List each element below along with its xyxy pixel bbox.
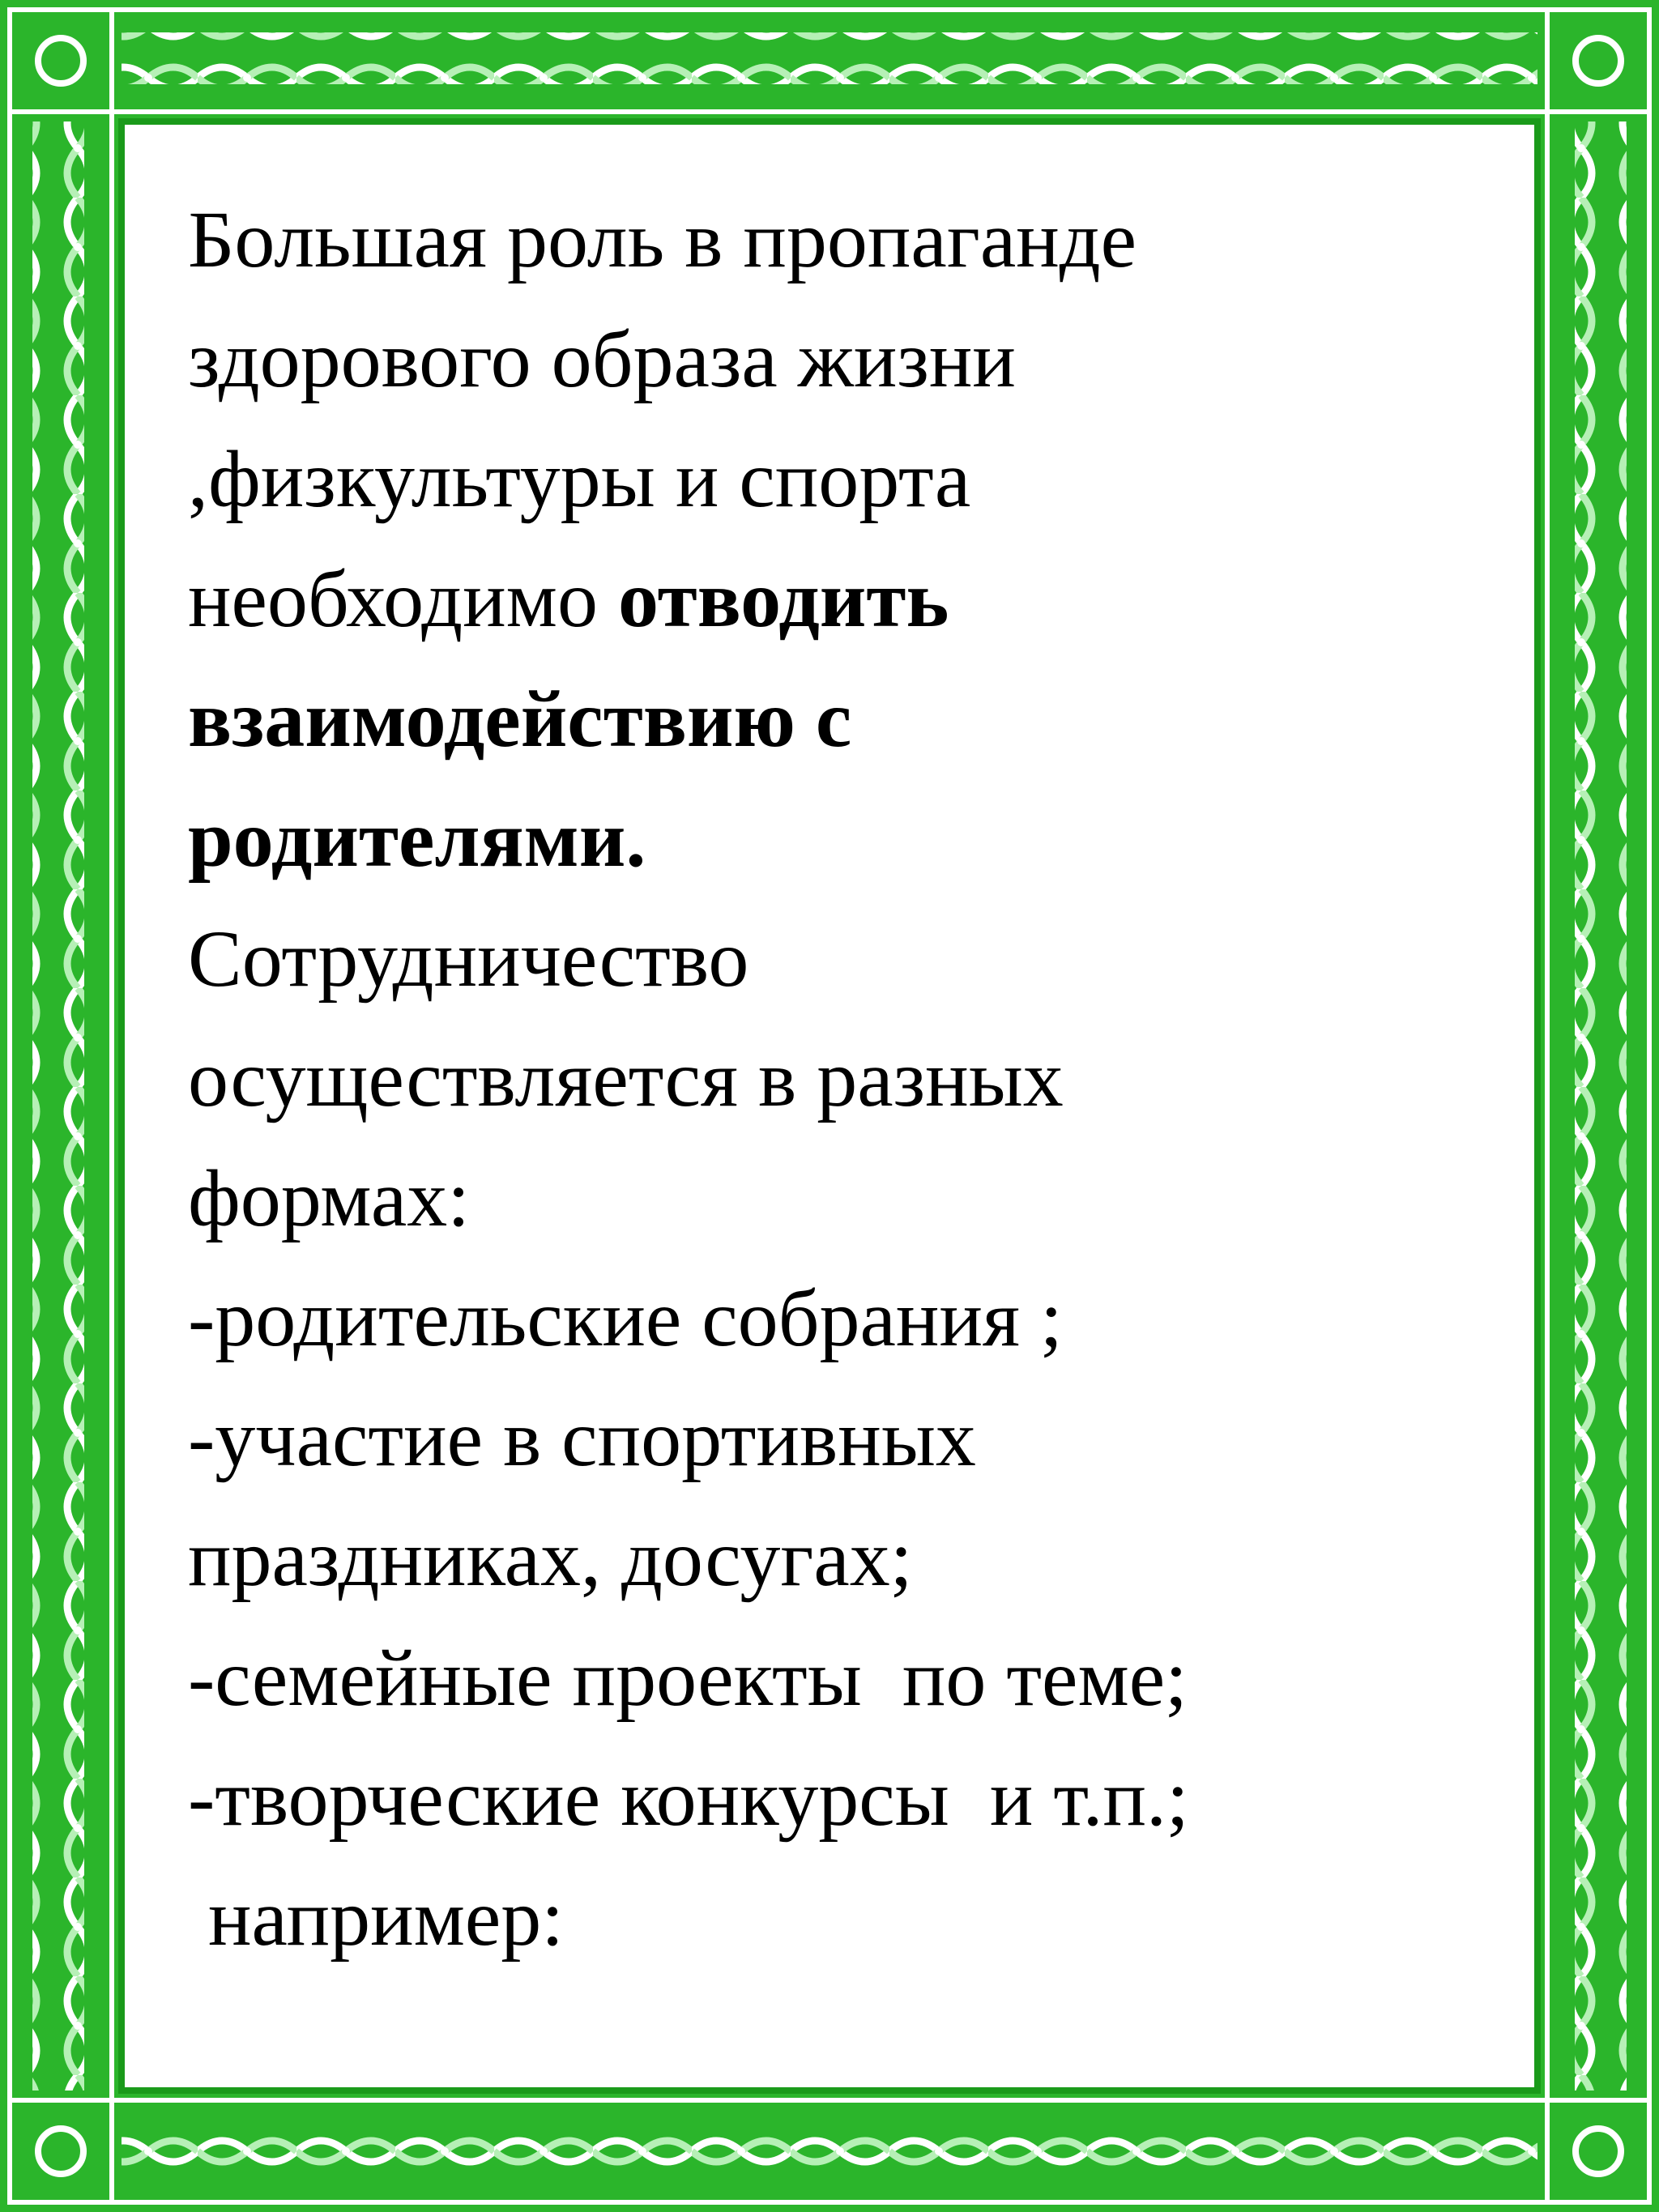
corner-bottom-right [1547,2100,1649,2202]
list-item: -семейные проекты по теме; [188,1633,1188,1723]
document-text [188,180,1516,1978]
text-line: например: [188,1873,565,1963]
bottom-knot-band [122,2128,1537,2180]
right-knot-band [1575,121,1627,2091]
list-item: -участие в спортивных [188,1393,976,1483]
text-bold: взаимодействию с [188,674,852,764]
text-line: осуществляется в разных [188,1034,1064,1123]
text-line-bold [188,659,1516,779]
top-knot-band [122,32,1537,84]
text-line: Большая роль в пропаганде [188,194,1137,284]
text-line: здорового образа жизни [188,314,1016,404]
text-line: формах: [188,1153,471,1243]
list-item: -творческие конкурсы и т.п.; [188,1753,1189,1843]
text-line: праздниках, досугах; [188,1513,913,1603]
text-line: ,физкультуры и спорта [188,434,971,524]
text-line: Сотрудничество [188,914,749,1004]
text-line-mixed [188,539,1516,659]
corner-top-right [1547,10,1649,112]
text-normal: необходимо [188,554,618,644]
corner-top-left [10,10,112,112]
list-item: -родительские собрания ; [188,1273,1063,1363]
corner-bottom-left [10,2100,112,2202]
text-line-bold [188,779,1516,899]
text-bold: родителями. [188,794,646,884]
left-knot-band [32,121,84,2091]
text-bold: отводить [617,554,949,644]
